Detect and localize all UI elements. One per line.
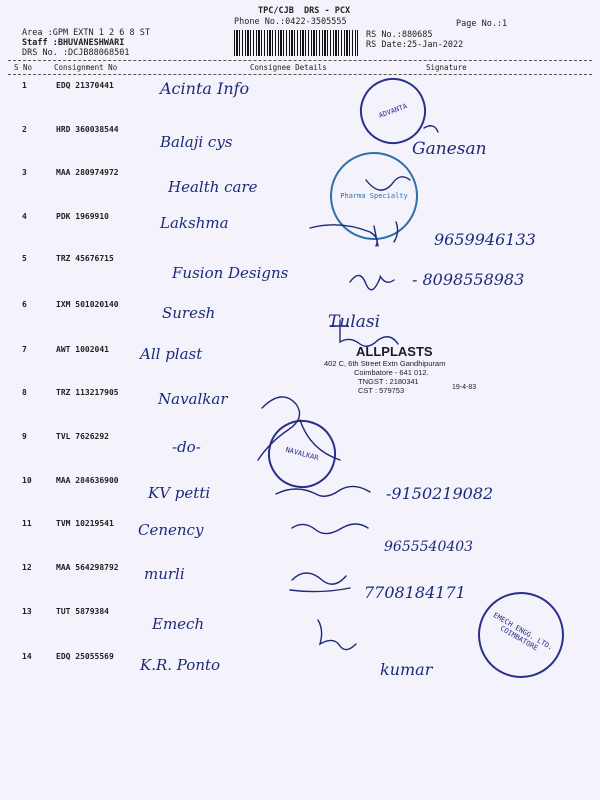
row-signature: 9655540403 xyxy=(384,539,474,555)
row-sno: 14 xyxy=(22,652,32,661)
allplasts-tngst: TNGST : 2180341 xyxy=(358,377,419,386)
row-sno: 9 xyxy=(22,432,27,441)
row-consignment: TRZ 45676715 xyxy=(56,254,114,263)
row-consignee: KV petti xyxy=(148,484,211,502)
advanta-stamp-text: ADVANTA xyxy=(377,102,409,120)
row-signature: Tulasi xyxy=(328,312,381,332)
row-consignment: TRZ 113217905 xyxy=(56,388,119,397)
row-consignee: Suresh xyxy=(162,304,216,322)
row-sno: 1 xyxy=(22,81,27,90)
row-signature: 7708184171 xyxy=(364,583,466,602)
row-consignee: -do- xyxy=(172,438,201,456)
allplasts-address-1: 402 C, 6th Street Extn Gandhipuram xyxy=(324,359,446,368)
col-consignment: Consignment No xyxy=(54,63,118,72)
row-sno: 10 xyxy=(22,476,32,485)
row-signature: -9150219082 xyxy=(386,484,494,503)
row-sno: 12 xyxy=(22,563,32,572)
row-consignment: EDQ 25055569 xyxy=(56,652,114,661)
allplasts-name: ALLPLASTS xyxy=(356,344,433,359)
row-consignment: MAA 280974972 xyxy=(56,168,119,177)
row-consignment: PDK 1969910 xyxy=(56,212,109,221)
allplasts-date: 19-4-83 xyxy=(452,384,477,391)
area-label: Area :GPM EXTN 1 2 6 8 ST xyxy=(22,28,150,38)
drs-number: DRS No. :DCJB88068501 xyxy=(22,48,130,58)
row-consignee: murli xyxy=(144,565,185,583)
row-signature: 9659946133 xyxy=(434,230,536,249)
row-consignee: Lakshma xyxy=(160,214,229,232)
row-sno: 6 xyxy=(22,300,27,309)
col-consignee: Consignee Details xyxy=(250,63,327,72)
row-consignment: TUT 5879384 xyxy=(56,607,109,616)
navalkar-stamp-text: NAVALKAR xyxy=(284,445,320,463)
allplasts-address-2: Coimbatore - 641 012. xyxy=(354,368,429,377)
row-consignment: TVM 10219541 xyxy=(56,519,114,528)
row-consignee: Balaji cys xyxy=(160,133,233,151)
row-sno: 3 xyxy=(22,168,27,177)
emech-stamp-text: EMECH ENGG. LTD. COIMBATORE xyxy=(491,611,555,653)
col-sno: S No xyxy=(14,63,33,72)
row-consignee: All plast xyxy=(140,345,203,363)
row-signature: - 8098558983 xyxy=(412,270,525,289)
row-consignee: Fusion Designs xyxy=(172,264,289,282)
staff-label: Staff :BHUVANESHWARI xyxy=(22,38,125,48)
row-consignee: K.R. Ponto xyxy=(140,656,221,674)
row-signature: Ganesan xyxy=(412,139,487,159)
row-signature: kumar xyxy=(380,660,433,679)
row-consignee: Cenency xyxy=(138,521,204,539)
allplasts-cst: CST : 579753 xyxy=(358,386,405,395)
row-sno: 5 xyxy=(22,254,27,263)
row-sno: 11 xyxy=(22,519,32,528)
phone-number: Phone No.:0422-3505555 xyxy=(234,17,347,27)
rs-number: RS No.:880685 xyxy=(366,30,433,40)
col-signature: Signature xyxy=(426,63,467,72)
row-sno: 7 xyxy=(22,345,27,354)
row-consignee: Navalkar xyxy=(158,390,228,408)
row-sno: 4 xyxy=(22,212,27,221)
report-title: TPC/CJB DRS - PCX xyxy=(258,6,351,16)
row-sno: 8 xyxy=(22,388,27,397)
row-consignment: AWT 1002041 xyxy=(56,345,109,354)
row-sno: 2 xyxy=(22,125,27,134)
row-consignment: MAA 284636900 xyxy=(56,476,119,485)
pharma-stamp-text: Pharma Specialty xyxy=(340,192,408,200)
row-consignment: IXM 501020140 xyxy=(56,300,119,309)
rs-date: RS Date:25-Jan-2022 xyxy=(366,40,464,50)
row-consignee: Emech xyxy=(152,615,205,633)
row-consignment: HRD 360038544 xyxy=(56,125,119,134)
row-sno: 13 xyxy=(22,607,32,616)
row-consignment: EDQ 21370441 xyxy=(56,81,114,90)
row-consignee: Acinta Info xyxy=(160,79,250,98)
row-consignment: MAA 564298792 xyxy=(56,563,119,572)
row-consignment: TVL 7626292 xyxy=(56,432,109,441)
row-consignee: Health care xyxy=(168,178,258,196)
page-number: Page No.:1 xyxy=(456,19,508,29)
